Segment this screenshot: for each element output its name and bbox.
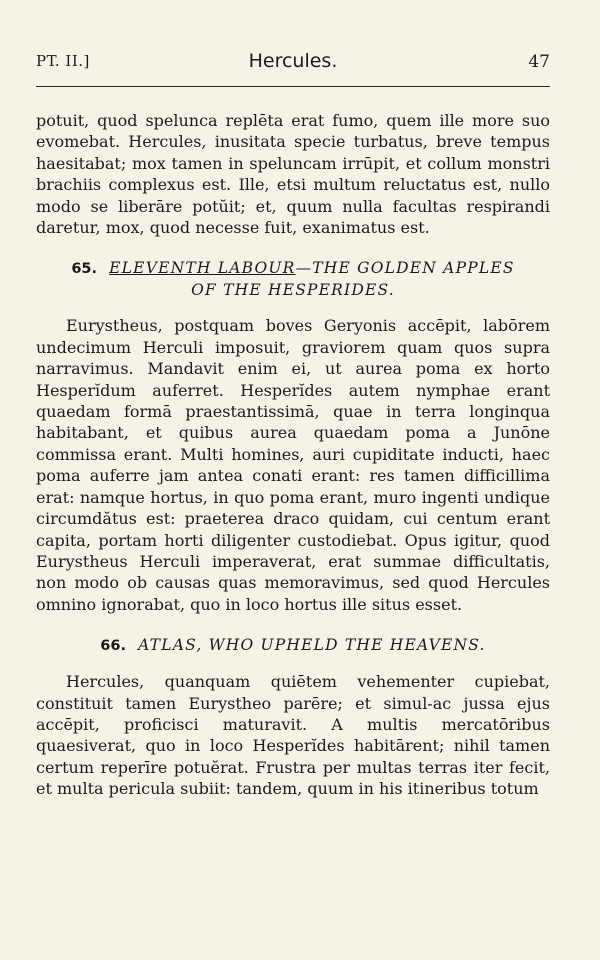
section-66-title: ATLAS, WHO UPHELD THE HEAVENS. — [138, 636, 486, 655]
running-title: Hercules. — [248, 50, 338, 72]
section-65-heading — [36, 258, 550, 301]
part-label: PT. II.] — [36, 52, 90, 70]
section-65-title-rest: —THE GOLDEN APPLES — [295, 259, 515, 278]
section-66-paragraph: Hercules, quanquam quiētem vehementer cupiebat, constituit tamen Eurystheo parēre; et simul-ac jussa ejus accēpit, proficisci maturavit. A multis mercatōribus quaesiverat, quo in loco Hesperĭdes habitārent; nihil tamen certum reperīre potuĕrat. Frustra per multas terras iter fecit, et multa pericula subiit: tandem, quum in his itineribus totum — [36, 672, 550, 799]
running-header — [36, 50, 550, 74]
section-65-title-line2: OF THE HESPERIDES. — [191, 281, 395, 300]
section-66-number: 66. — [100, 638, 126, 655]
page-number: 47 — [528, 52, 550, 72]
section-65-number: 65. — [71, 261, 98, 278]
page-body — [36, 110, 550, 800]
header-rule — [36, 86, 550, 87]
section-66-heading — [36, 635, 550, 657]
intro-paragraph: potuit, quod spelunca replēta erat fumo, quem ille more suo evomebat. Hercules, inusitata specie turbatus, breve tempus haesitabat; mox tamen in speluncam irrūpit, et collum monstri brachiis complexus est. Ille, etsi multum reluctatus est, nullo modo se liberāre potŭit; et, quum nulla facultas respirandi daretur, mox, quod necesse fuit, exanimatus est. — [36, 111, 550, 238]
section-65-title-underlined: ELEVENTH LABOUR — [109, 259, 296, 278]
section-65-paragraph: Eurystheus, postquam boves Geryonis accēpit, labōrem undecimum Herculi imposuit, graviorem quam quos supra narravimus. Mandavit enim ei, ut aurea poma ex horto Hesperĭdum auferret. Hesperĭdes autem nymphae erant quaedam formā praestantissimā, quae in terra longinqua habitabant, et quibus aurea quaedam poma a Junōne commissa erant. Multi homines, auri cupiditate inducti, haec poma auferre jam antea conati erant: res tamen difficillima erat: namque hortus, in quo poma erant, muro ingenti undique circumdătus est: praeterea draco quidam, cui centum erant capita, portam horti diligenter custodiebat. Opus igitur, quod Eurystheus Herculi imperaverat, erat summae difficultatis, non modo ob causas quas memoravimus, sed quod Hercules omnino ignorabat, quo in loco hortus ille situs esset. — [36, 316, 550, 614]
